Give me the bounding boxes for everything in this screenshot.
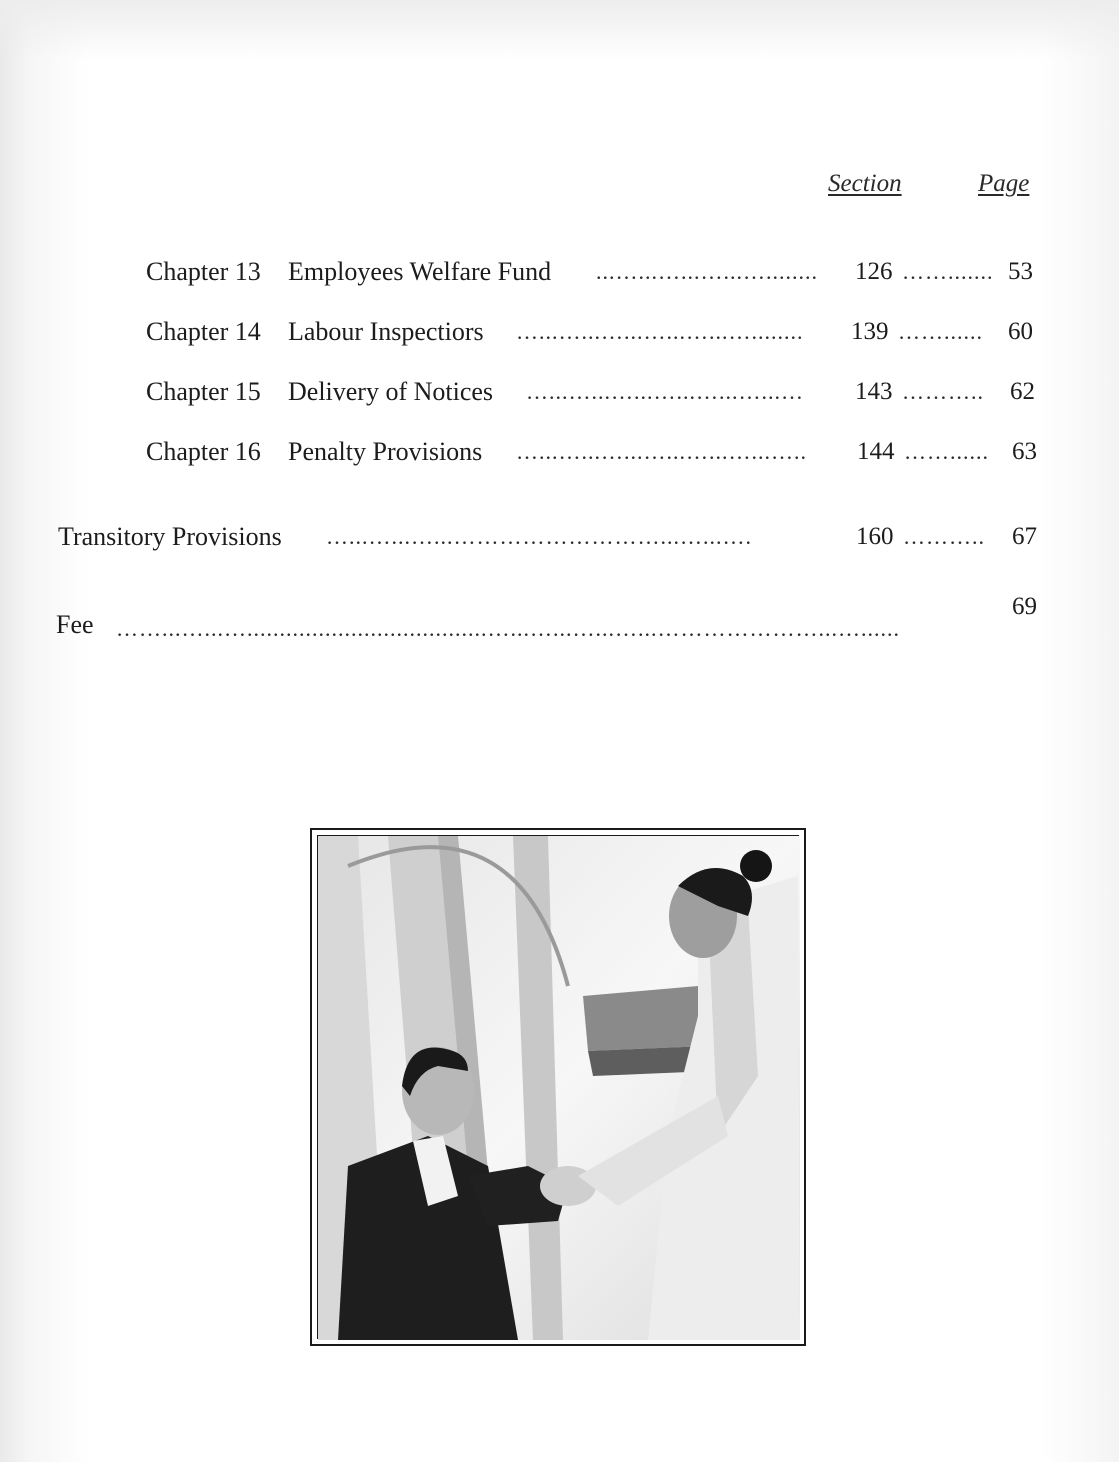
handshake-photo-inner [317, 835, 799, 1339]
leader-dots: …...…...…...…...…...…...… [526, 379, 804, 404]
entry-title: Fee [56, 610, 94, 639]
leader-dots: ...…...…...…...…........ [596, 259, 818, 284]
section-column-header: Section [828, 170, 902, 197]
toc-entry-chapter-13 [0, 255, 1060, 289]
leader-dots: ……...... [898, 319, 983, 344]
section-number: 126 [855, 258, 893, 285]
leader-dots: …...…...…...………………………...…...…. [326, 524, 752, 549]
entry-title: Transitory Provisions [58, 522, 282, 551]
page-number: 62 [1010, 378, 1035, 405]
leader-dots: ……….. [903, 524, 985, 549]
leader-dots: ……...…...….....................................…...…...…...…...…………………...…...... [116, 616, 900, 641]
page-top-shadow [0, 0, 1119, 60]
chapter-number: Chapter 14 [146, 317, 261, 346]
handshake-photo [310, 828, 806, 1346]
section-number: 144 [857, 438, 895, 465]
page-column-header: Page [978, 170, 1030, 197]
section-number: 143 [855, 378, 893, 405]
chapter-title: Labour Inspectiors [288, 317, 484, 346]
toc-entry-chapter-15 [0, 375, 1060, 409]
toc-entry-chapter-16 [0, 435, 1060, 469]
leader-dots: ……....... [902, 259, 994, 284]
chapter-number: Chapter 15 [146, 377, 261, 406]
page-number: 53 [1008, 258, 1033, 285]
page-number: 67 [1012, 523, 1037, 550]
handshake-illustration [318, 836, 800, 1340]
chapter-title: Penalty Provisions [288, 437, 483, 466]
chapter-number: Chapter 16 [146, 437, 261, 466]
section-number: 139 [851, 318, 889, 345]
section-number: 160 [856, 523, 894, 550]
chapter-title: Employees Welfare Fund [288, 257, 552, 286]
toc-entry-chapter-14 [0, 315, 1060, 349]
toc-entry-transitory-provisions [0, 520, 1060, 554]
chapter-number: Chapter 13 [146, 257, 261, 286]
leader-dots: ……….. [902, 379, 984, 404]
chapter-title: Delivery of Notices [288, 377, 494, 406]
leader-dots: ……...... [904, 439, 989, 464]
page-number: 69 [1012, 593, 1037, 620]
leader-dots: …...…...…...…...…...…...….. [516, 439, 807, 464]
leader-dots: …...…...…...…...…...…........ [516, 319, 804, 344]
toc-entry-fee [0, 593, 1060, 642]
page-number: 63 [1012, 438, 1037, 465]
page-number: 60 [1008, 318, 1033, 345]
